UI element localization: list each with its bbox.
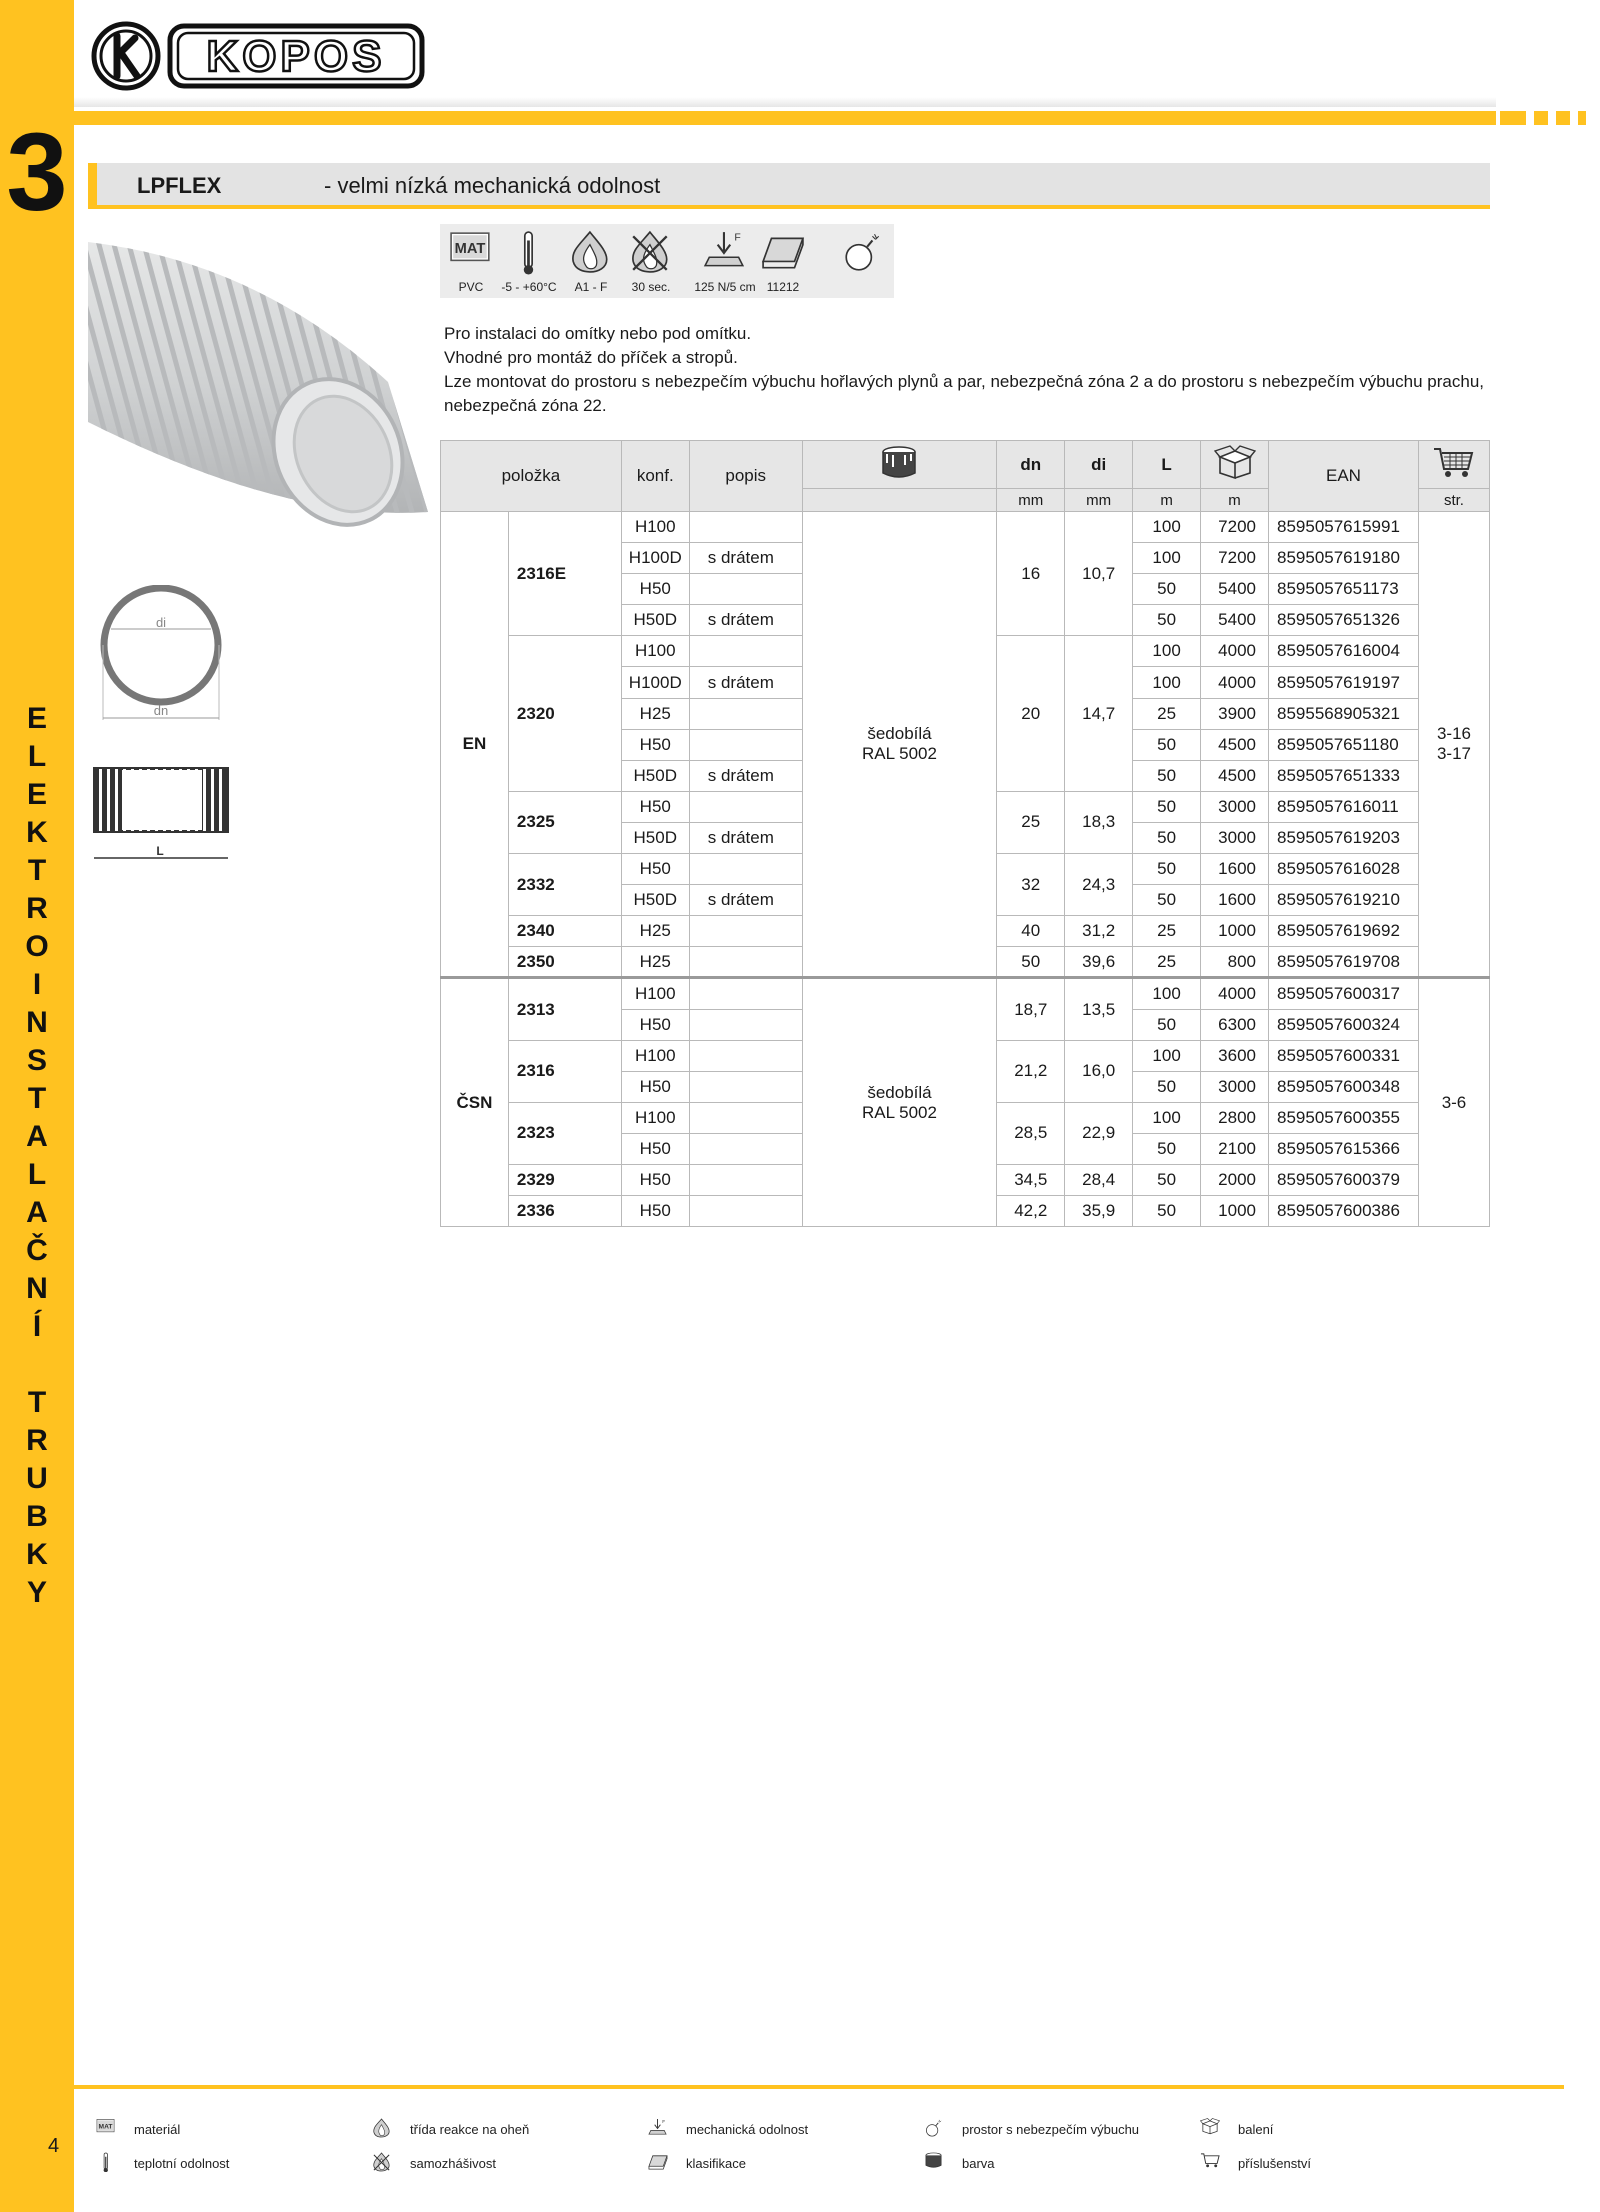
property-label: 125 N/5 cm xyxy=(694,280,756,294)
dn-cell: 50 xyxy=(997,947,1065,978)
ean-cell: 8595057600355 xyxy=(1269,1102,1419,1133)
cart-icon xyxy=(1432,445,1476,479)
ean-cell: 8595057600379 xyxy=(1269,1164,1419,1195)
svg-text:MAT: MAT xyxy=(454,241,486,258)
length-cell: 100 xyxy=(1133,636,1201,667)
di-cell: 31,2 xyxy=(1065,916,1133,947)
pack-cell: 7200 xyxy=(1201,512,1269,543)
product-subtitle: - velmi nízká mechanická odolnost xyxy=(324,173,661,198)
legend-label: balení xyxy=(1238,2122,1274,2137)
konf-cell: H25 xyxy=(621,916,689,947)
product-table xyxy=(440,440,1490,1227)
length-cell: 50 xyxy=(1133,760,1201,791)
side-title-letter: O xyxy=(25,930,49,963)
col-ean: EAN xyxy=(1269,441,1419,512)
popis-cell: s drátem xyxy=(689,885,802,916)
ean-cell: 8595057651326 xyxy=(1269,605,1419,636)
svg-text:MAT: MAT xyxy=(98,2123,113,2131)
di-cell: 28,4 xyxy=(1065,1164,1133,1195)
popis-cell xyxy=(689,1009,802,1040)
pack-cell: 4500 xyxy=(1201,760,1269,791)
ean-cell: 8595057615366 xyxy=(1269,1133,1419,1164)
konf-cell: H100D xyxy=(621,543,689,574)
konf-cell: H100D xyxy=(621,667,689,698)
side-title-letter: Y xyxy=(26,1576,47,1609)
ean-cell: 8595057600331 xyxy=(1269,1040,1419,1071)
force-icon xyxy=(703,228,747,276)
ean-cell: 8595057615991 xyxy=(1269,512,1419,543)
konf-cell: H50D xyxy=(621,822,689,853)
dn-cell: 25 xyxy=(997,791,1065,853)
ean-cell: 8595057651180 xyxy=(1269,729,1419,760)
side-title-letter: N xyxy=(26,1006,48,1039)
ean-cell: 8595057616028 xyxy=(1269,854,1419,885)
page-number: 4 xyxy=(48,2135,60,2157)
side-title-letter: E xyxy=(26,702,47,735)
col-konf: konf. xyxy=(621,441,689,512)
pack-cell: 4000 xyxy=(1201,636,1269,667)
property-classification xyxy=(752,224,814,298)
pack-cell: 3000 xyxy=(1201,822,1269,853)
ean-cell: 8595057619692 xyxy=(1269,916,1419,947)
explosion-icon xyxy=(841,228,885,276)
legend-label: materiál xyxy=(134,2122,181,2137)
col-popis: popis xyxy=(689,441,802,512)
description-line: Vhodné pro montáž do příček a stropů. xyxy=(444,348,738,367)
popis-cell: s drátem xyxy=(689,667,802,698)
konf-cell: H50 xyxy=(621,729,689,760)
konf-cell: H100 xyxy=(621,1102,689,1133)
dn-cell: 42,2 xyxy=(997,1196,1065,1227)
pack-cell: 4500 xyxy=(1201,729,1269,760)
popis-cell xyxy=(689,1040,802,1071)
classification-icon xyxy=(761,228,805,276)
ean-cell: 8595057600324 xyxy=(1269,1009,1419,1040)
length-cell: 50 xyxy=(1133,791,1201,822)
ean-cell: 8595057619203 xyxy=(1269,822,1419,853)
popis-cell xyxy=(689,512,802,543)
paint-icon xyxy=(879,445,919,479)
side-title-letter: R xyxy=(26,892,48,925)
popis-cell xyxy=(689,947,802,978)
product-name: LPFLEX xyxy=(137,173,222,198)
force-icon xyxy=(648,2118,668,2138)
side-title-letter: K xyxy=(26,816,48,849)
kopos-logo xyxy=(90,20,430,92)
svg-text:F: F xyxy=(734,232,741,244)
thermometer-icon xyxy=(507,228,551,276)
konf-cell: H50 xyxy=(621,854,689,885)
pack-cell: 7200 xyxy=(1201,543,1269,574)
ean-cell: 8595057600386 xyxy=(1269,1196,1419,1227)
pack-cell: 4000 xyxy=(1201,667,1269,698)
length-cell: 100 xyxy=(1133,1040,1201,1071)
konf-cell: H100 xyxy=(621,978,689,1009)
table-group xyxy=(441,512,1490,978)
di-cell: 18,3 xyxy=(1065,791,1133,853)
legend-label: barva xyxy=(962,2156,995,2171)
table-row xyxy=(441,512,1490,543)
dn-cell: 16 xyxy=(997,512,1065,636)
self-extinguish-icon xyxy=(372,2152,392,2172)
popis-cell xyxy=(689,978,802,1009)
length-cell: 100 xyxy=(1133,1102,1201,1133)
flame-icon xyxy=(569,228,613,276)
unit-L: m xyxy=(1133,489,1201,512)
side-title-letter: S xyxy=(26,1044,47,1077)
conduit-image xyxy=(88,222,428,552)
length-cell: 25 xyxy=(1133,947,1201,978)
pack-cell: 2000 xyxy=(1201,1164,1269,1195)
length-cell: 50 xyxy=(1133,1071,1201,1102)
di-cell: 35,9 xyxy=(1065,1196,1133,1227)
item-code: 2313 xyxy=(508,978,621,1040)
legend-label: příslušenství xyxy=(1238,2156,1311,2171)
property-label: -5 - +60°C xyxy=(501,280,557,294)
side-title-letter: A xyxy=(26,1196,48,1229)
svg-text:F: F xyxy=(662,2119,666,2125)
konf-cell: H50 xyxy=(621,791,689,822)
konf-cell: H50 xyxy=(621,1009,689,1040)
side-view-drawing xyxy=(90,760,235,870)
ean-cell: 8595568905321 xyxy=(1269,698,1419,729)
side-title xyxy=(0,700,74,1612)
item-code: 2350 xyxy=(508,947,621,978)
pack-cell: 2800 xyxy=(1201,1102,1269,1133)
item-code: 2323 xyxy=(508,1102,621,1164)
unit-color xyxy=(802,489,997,512)
unit-di: mm xyxy=(1065,489,1133,512)
popis-cell xyxy=(689,854,802,885)
konf-cell: H100 xyxy=(621,636,689,667)
dn-cell: 28,5 xyxy=(997,1102,1065,1164)
konf-cell: H50 xyxy=(621,574,689,605)
unit-pack: m xyxy=(1201,489,1269,512)
side-title-letter: R xyxy=(26,1424,48,1457)
ean-cell: 8595057616004 xyxy=(1269,636,1419,667)
col-di: di xyxy=(1065,441,1133,489)
classification-icon xyxy=(648,2152,668,2172)
legend-label: mechanická odolnost xyxy=(686,2122,809,2137)
item-code: 2329 xyxy=(508,1164,621,1195)
side-title-letter: T xyxy=(27,1082,47,1115)
property-label: 30 sec. xyxy=(631,280,671,294)
side-title-letter: Í xyxy=(32,1310,42,1343)
pack-cell: 1600 xyxy=(1201,854,1269,885)
length-cell: 50 xyxy=(1133,1164,1201,1195)
konf-cell: H50D xyxy=(621,760,689,791)
pack-cell: 3900 xyxy=(1201,698,1269,729)
popis-cell xyxy=(689,636,802,667)
item-code: 2316 xyxy=(508,1040,621,1102)
popis-cell xyxy=(689,1164,802,1195)
pack-cell: 3600 xyxy=(1201,1040,1269,1071)
length-cell: 25 xyxy=(1133,698,1201,729)
di-cell: 16,0 xyxy=(1065,1040,1133,1102)
unit-str: str. xyxy=(1418,489,1489,512)
header-blocks xyxy=(1500,111,1586,125)
popis-cell: s drátem xyxy=(689,605,802,636)
svg-text:di: di xyxy=(155,615,167,630)
konf-cell: H50D xyxy=(621,605,689,636)
svg-text:KOPOS: KOPOS xyxy=(206,32,386,81)
konf-cell: H25 xyxy=(621,947,689,978)
pack-cell: 5400 xyxy=(1201,605,1269,636)
pack-cell: 3000 xyxy=(1201,791,1269,822)
side-title-letter: K xyxy=(26,1538,48,1571)
paint-icon xyxy=(924,2152,944,2172)
side-title-letter: E xyxy=(26,778,47,811)
footer-line xyxy=(74,2085,1564,2089)
side-title-letter: T xyxy=(27,854,47,887)
legend-label: teplotní odolnost xyxy=(134,2156,230,2171)
pack-cell: 2100 xyxy=(1201,1133,1269,1164)
dn-cell: 20 xyxy=(997,636,1065,791)
popis-cell: s drátem xyxy=(689,760,802,791)
length-cell: 50 xyxy=(1133,854,1201,885)
page-ref-cell: 3-16 3-17 xyxy=(1418,512,1489,978)
header-bar xyxy=(74,111,1496,125)
pack-cell: 800 xyxy=(1201,947,1269,978)
popis-cell xyxy=(689,574,802,605)
side-title-letter xyxy=(0,1346,74,1384)
ean-cell: 8595057600317 xyxy=(1269,978,1419,1009)
explosion-icon xyxy=(924,2118,944,2138)
property-flame xyxy=(560,224,622,298)
page-ref-cell: 3-6 xyxy=(1418,978,1489,1227)
ean-cell: 8595057619197 xyxy=(1269,667,1419,698)
self-extinguish-icon xyxy=(629,228,673,276)
unit-dn: mm xyxy=(997,489,1065,512)
property-explosion xyxy=(832,224,894,298)
dn-cell: 21,2 xyxy=(997,1040,1065,1102)
dn-cell: 32 xyxy=(997,854,1065,916)
length-cell: 50 xyxy=(1133,605,1201,636)
popis-cell xyxy=(689,729,802,760)
col-pack xyxy=(1201,441,1269,489)
side-title-letter: I xyxy=(32,968,42,1001)
side-title-letter: Č xyxy=(26,1234,48,1267)
property-material xyxy=(440,224,502,298)
property-label: A1 - F xyxy=(574,280,608,294)
col-polozka: položka xyxy=(441,441,622,512)
ean-cell: 8595057619708 xyxy=(1269,947,1419,978)
length-cell: 50 xyxy=(1133,1196,1201,1227)
ean-cell: 8595057619180 xyxy=(1269,543,1419,574)
col-dn: dn xyxy=(997,441,1065,489)
popis-cell xyxy=(689,1196,802,1227)
popis-cell xyxy=(689,1102,802,1133)
side-title-letter: N xyxy=(26,1272,48,1305)
side-title-letter: A xyxy=(26,1120,48,1153)
di-cell: 13,5 xyxy=(1065,978,1133,1040)
cart-icon xyxy=(1200,2152,1220,2172)
length-cell: 50 xyxy=(1133,574,1201,605)
property-self-extinguish xyxy=(620,224,682,298)
legend-label: klasifikace xyxy=(686,2156,746,2171)
side-title-letter: T xyxy=(27,1386,47,1419)
pack-cell: 1000 xyxy=(1201,916,1269,947)
konf-cell: H50 xyxy=(621,1133,689,1164)
popis-cell xyxy=(689,916,802,947)
table-row xyxy=(441,978,1490,1009)
di-cell: 24,3 xyxy=(1065,854,1133,916)
color-cell: šedobílá RAL 5002 xyxy=(802,978,997,1227)
di-cell: 22,9 xyxy=(1065,1102,1133,1164)
header-shadow xyxy=(74,97,1496,107)
svg-text:L: L xyxy=(156,844,164,858)
ean-cell: 8595057600348 xyxy=(1269,1071,1419,1102)
item-code: 2340 xyxy=(508,916,621,947)
legend-label: prostor s nebezpečím výbuchu xyxy=(962,2122,1140,2137)
length-cell: 50 xyxy=(1133,1133,1201,1164)
ean-cell: 8595057651173 xyxy=(1269,574,1419,605)
cross-section-drawing xyxy=(95,585,235,725)
ean-cell: 8595057616011 xyxy=(1269,791,1419,822)
material-icon xyxy=(449,228,493,276)
property-label: 11212 xyxy=(766,280,800,294)
product-title-bar xyxy=(88,163,1490,209)
length-cell: 50 xyxy=(1133,822,1201,853)
ean-cell: 8595057619210 xyxy=(1269,885,1419,916)
svg-text:dn: dn xyxy=(153,703,169,718)
description-line: Lze montovat do prostoru s nebezpečím výbuchu hořlavých plynů a par, nebezpečná zóna 2 a do prostoru s nebezpečím výbuchu prachu, nebezpečná zóna 22. xyxy=(444,372,1484,415)
konf-cell: H50 xyxy=(621,1071,689,1102)
di-cell: 39,6 xyxy=(1065,947,1133,978)
product-description xyxy=(444,322,1484,418)
dn-cell: 18,7 xyxy=(997,978,1065,1040)
thermometer-icon xyxy=(96,2152,116,2172)
col-color xyxy=(802,441,997,489)
item-code: 2336 xyxy=(508,1196,621,1227)
description-line: Pro instalaci do omítky nebo pod omítku. xyxy=(444,324,752,343)
popis-cell xyxy=(689,698,802,729)
pack-cell: 1000 xyxy=(1201,1196,1269,1227)
dn-cell: 40 xyxy=(997,916,1065,947)
package-icon xyxy=(1214,445,1256,479)
popis-cell xyxy=(689,1071,802,1102)
property-icons xyxy=(440,224,894,298)
norm-cell: ČSN xyxy=(441,978,509,1227)
length-cell: 100 xyxy=(1133,978,1201,1009)
konf-cell: H50 xyxy=(621,1196,689,1227)
length-cell: 50 xyxy=(1133,729,1201,760)
di-cell: 14,7 xyxy=(1065,636,1133,791)
dn-cell: 34,5 xyxy=(997,1164,1065,1195)
length-cell: 50 xyxy=(1133,885,1201,916)
di-cell: 10,7 xyxy=(1065,512,1133,636)
popis-cell xyxy=(689,1133,802,1164)
konf-cell: H100 xyxy=(621,512,689,543)
length-cell: 25 xyxy=(1133,916,1201,947)
property-thermometer xyxy=(498,224,560,298)
norm-cell: EN xyxy=(441,512,509,978)
popis-cell xyxy=(689,791,802,822)
ean-cell: 8595057651333 xyxy=(1269,760,1419,791)
table-group xyxy=(441,978,1490,1227)
length-cell: 100 xyxy=(1133,512,1201,543)
popis-cell: s drátem xyxy=(689,543,802,574)
item-code: 2325 xyxy=(508,791,621,853)
item-code: 2320 xyxy=(508,636,621,791)
side-title-letter: L xyxy=(27,1158,47,1191)
length-cell: 100 xyxy=(1133,667,1201,698)
konf-cell: H50D xyxy=(621,885,689,916)
chapter-number: 3 xyxy=(6,111,68,234)
side-title-letter: L xyxy=(27,740,47,773)
item-code: 2316E xyxy=(508,512,621,636)
flame-icon xyxy=(372,2118,392,2138)
side-title-letter: B xyxy=(26,1500,48,1533)
item-code: 2332 xyxy=(508,854,621,916)
legend-label: třída reakce na oheň xyxy=(410,2122,530,2137)
legend-label: samozhášivost xyxy=(410,2156,496,2171)
konf-cell: H25 xyxy=(621,698,689,729)
col-L: L xyxy=(1133,441,1201,489)
length-cell: 100 xyxy=(1133,543,1201,574)
property-label: PVC xyxy=(458,280,484,294)
package-icon xyxy=(1200,2118,1220,2138)
side-title-letter: U xyxy=(26,1462,48,1495)
konf-cell: H100 xyxy=(621,1040,689,1071)
pack-cell: 4000 xyxy=(1201,978,1269,1009)
popis-cell: s drátem xyxy=(689,822,802,853)
color-cell: šedobílá RAL 5002 xyxy=(802,512,997,978)
pack-cell: 1600 xyxy=(1201,885,1269,916)
pack-cell: 5400 xyxy=(1201,574,1269,605)
col-str xyxy=(1418,441,1489,489)
pack-cell: 6300 xyxy=(1201,1009,1269,1040)
konf-cell: H50 xyxy=(621,1164,689,1195)
length-cell: 50 xyxy=(1133,1009,1201,1040)
pack-cell: 3000 xyxy=(1201,1071,1269,1102)
material-icon xyxy=(96,2118,116,2138)
